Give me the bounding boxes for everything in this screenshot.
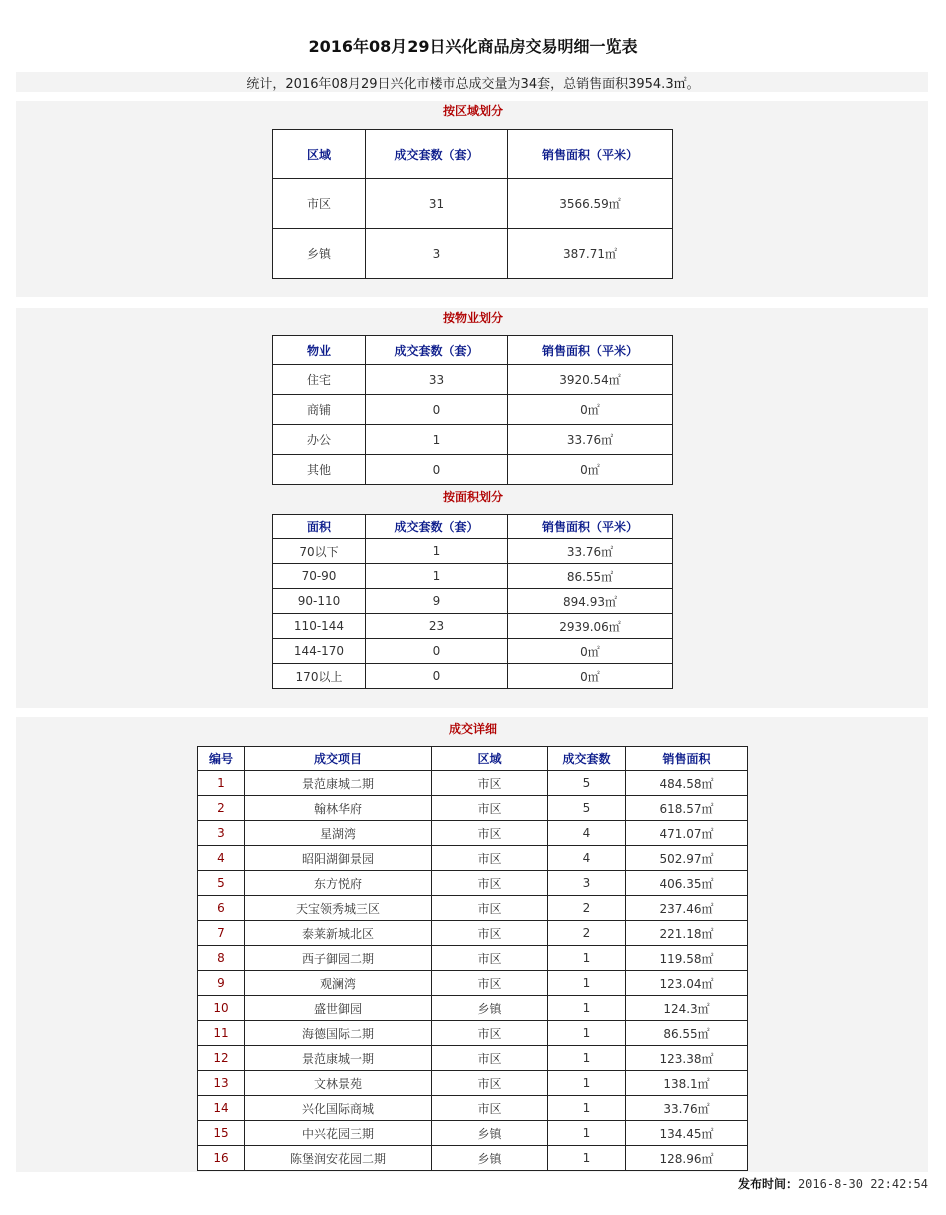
table-cell: 8 [198,946,245,971]
table-cell: 1 [548,1096,626,1121]
table-cell: 2 [548,921,626,946]
table-cell: 237.46㎡ [626,896,748,921]
table-row [273,425,673,455]
table-cell: 23 [366,614,508,639]
table-cell: 3920.54㎡ [508,365,673,395]
table-cell: 5 [548,796,626,821]
column-header: 区域 [432,747,548,771]
table-cell: 3 [366,229,508,279]
table-row [198,1096,748,1121]
table-cell: 2 [198,796,245,821]
table-cell: 12 [198,1046,245,1071]
table-header-row [273,130,673,179]
table-cell: 221.18㎡ [626,921,748,946]
table-cell: 1 [198,771,245,796]
table-cell: 123.04㎡ [626,971,748,996]
table-cell: 办公 [273,425,366,455]
table-cell: 1 [548,971,626,996]
table-cell: 1 [548,1146,626,1171]
column-header: 销售面积 [626,747,748,771]
column-header: 销售面积（平米） [508,336,673,365]
table-row [273,365,673,395]
table-cell: 4 [198,846,245,871]
property-table [272,335,673,485]
table-cell: 市区 [432,821,548,846]
table-cell: 0 [366,639,508,664]
table-cell: 0㎡ [508,664,673,689]
table-row [273,564,673,589]
table-cell: 14 [198,1096,245,1121]
table-row [198,1146,748,1171]
table-cell: 天宝领秀城三区 [245,896,432,921]
area-table [272,514,673,689]
table-cell: 1 [548,1021,626,1046]
table-cell: 9 [198,971,245,996]
table-cell: 1 [548,1071,626,1096]
table-row [198,946,748,971]
table-cell: 0 [366,455,508,485]
table-cell: 33.76㎡ [508,539,673,564]
table-row [273,589,673,614]
table-cell: 3 [198,821,245,846]
table-cell: 盛世御园 [245,996,432,1021]
table-cell: 138.1㎡ [626,1071,748,1096]
table-cell: 1 [366,425,508,455]
table-cell: 7 [198,921,245,946]
table-header-row [273,515,673,539]
table-row [273,664,673,689]
details-section-title: 成交详细 [448,722,497,736]
table-cell: 618.57㎡ [626,796,748,821]
table-cell: 兴化国际商城 [245,1096,432,1121]
publish-time-label: 发布时间： [737,1177,798,1191]
table-cell: 124.3㎡ [626,996,748,1021]
table-cell: 70以下 [273,539,366,564]
table-row [198,896,748,921]
table-cell: 市区 [432,796,548,821]
table-cell: 1 [548,946,626,971]
table-cell: 110-144 [273,614,366,639]
table-cell: 翰林华府 [245,796,432,821]
table-cell: 86.55㎡ [626,1021,748,1046]
column-header: 成交套数（套） [366,130,508,179]
table-cell: 其他 [273,455,366,485]
table-row [198,846,748,871]
table-cell: 市区 [432,1096,548,1121]
table-cell: 乡镇 [432,996,548,1021]
table-row [198,1046,748,1071]
table-row [273,455,673,485]
table-cell: 484.58㎡ [626,771,748,796]
table-cell: 住宅 [273,365,366,395]
table-cell: 11 [198,1021,245,1046]
table-cell: 10 [198,996,245,1021]
table-cell: 市区 [432,871,548,896]
table-cell: 市区 [432,1021,548,1046]
table-row [198,921,748,946]
table-cell: 观澜湾 [245,971,432,996]
column-header: 编号 [198,747,245,771]
table-cell: 陈堡润安花园二期 [245,1146,432,1171]
table-cell: 景范康城二期 [245,771,432,796]
table-cell: 东方悦府 [245,871,432,896]
table-cell: 387.71㎡ [508,229,673,279]
table-cell: 31 [366,179,508,229]
table-row [273,395,673,425]
table-cell: 泰莱新城北区 [245,921,432,946]
table-row [273,639,673,664]
table-cell: 406.35㎡ [626,871,748,896]
table-cell: 9 [366,589,508,614]
table-cell: 海德国际二期 [245,1021,432,1046]
table-cell: 144-170 [273,639,366,664]
publish-time [738,1175,928,1192]
table-cell: 市区 [432,1046,548,1071]
details-table [197,746,748,1171]
table-cell: 市区 [432,971,548,996]
table-cell: 市区 [432,1071,548,1096]
page-title: 2016年08月29日兴化商品房交易明细一览表 [308,37,638,56]
table-row [198,1021,748,1046]
table-cell: 0㎡ [508,455,673,485]
table-cell: 86.55㎡ [508,564,673,589]
table-cell: 33.76㎡ [508,425,673,455]
table-row [198,971,748,996]
table-cell: 894.93㎡ [508,589,673,614]
table-cell: 5 [548,771,626,796]
column-header: 物业 [273,336,366,365]
table-cell: 123.38㎡ [626,1046,748,1071]
table-cell: 市区 [273,179,366,229]
table-header-row [198,747,748,771]
table-row [273,614,673,639]
table-row [198,1071,748,1096]
table-cell: 33.76㎡ [626,1096,748,1121]
table-cell: 70-90 [273,564,366,589]
table-cell: 星湖湾 [245,821,432,846]
table-cell: 市区 [432,921,548,946]
table-cell: 502.97㎡ [626,846,748,871]
table-header-row [273,336,673,365]
table-cell: 33 [366,365,508,395]
table-cell: 2939.06㎡ [508,614,673,639]
table-cell: 乡镇 [432,1146,548,1171]
table-cell: 昭阳湖御景园 [245,846,432,871]
table-row [198,821,748,846]
region-table [272,129,673,279]
table-cell: 市区 [432,946,548,971]
table-cell: 景范康城一期 [245,1046,432,1071]
summary-text: 统计，2016年08月29日兴化市楼市总成交量为34套，总销售面积3954.3㎡。 [246,77,700,92]
table-cell: 134.45㎡ [626,1121,748,1146]
table-row [198,796,748,821]
area-section-title: 按面积划分 [442,490,503,504]
table-row [198,1121,748,1146]
table-row [198,771,748,796]
table-cell: 119.58㎡ [626,946,748,971]
table-cell: 6 [198,896,245,921]
table-cell: 1 [548,1121,626,1146]
column-header: 成交套数（套） [366,336,508,365]
table-cell: 文林景苑 [245,1071,432,1096]
table-cell: 13 [198,1071,245,1096]
table-cell: 16 [198,1146,245,1171]
table-row [198,996,748,1021]
table-cell: 市区 [432,896,548,921]
table-cell: 1 [548,996,626,1021]
table-cell: 1 [366,564,508,589]
table-cell: 3566.59㎡ [508,179,673,229]
table-row [273,179,673,229]
table-cell: 市区 [432,771,548,796]
table-cell: 乡镇 [432,1121,548,1146]
table-cell: 0 [366,395,508,425]
property-section-title: 按物业划分 [442,311,503,325]
table-cell: 128.96㎡ [626,1146,748,1171]
table-cell: 1 [548,1046,626,1071]
table-cell: 市区 [432,846,548,871]
table-cell: 471.07㎡ [626,821,748,846]
column-header: 销售面积（平米） [508,130,673,179]
column-header: 区域 [273,130,366,179]
column-header: 成交项目 [245,747,432,771]
column-header: 面积 [273,515,366,539]
column-header: 销售面积（平米） [508,515,673,539]
table-cell: 15 [198,1121,245,1146]
table-cell: 170以上 [273,664,366,689]
publish-time-value: 2016-8-30 22:42:54 [797,1177,928,1191]
table-cell: 1 [366,539,508,564]
table-row [273,539,673,564]
table-row [273,229,673,279]
column-header: 成交套数（套） [366,515,508,539]
table-cell: 4 [548,821,626,846]
table-cell: 5 [198,871,245,896]
table-row [198,871,748,896]
table-cell: 乡镇 [273,229,366,279]
table-cell: 4 [548,846,626,871]
table-cell: 90-110 [273,589,366,614]
region-section-title: 按区域划分 [442,104,503,118]
table-cell: 中兴花园三期 [245,1121,432,1146]
table-cell: 0 [366,664,508,689]
table-cell: 商铺 [273,395,366,425]
table-cell: 2 [548,896,626,921]
column-header: 成交套数 [548,747,626,771]
table-cell: 西子御园二期 [245,946,432,971]
table-cell: 0㎡ [508,395,673,425]
table-cell: 3 [548,871,626,896]
table-cell: 0㎡ [508,639,673,664]
